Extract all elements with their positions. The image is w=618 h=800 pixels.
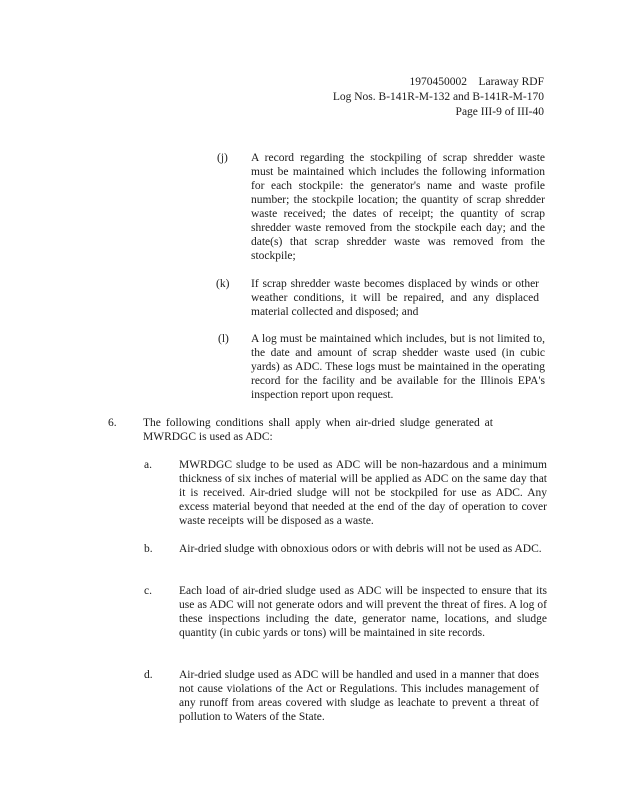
item-c-text: Each load of air-dried sludge used as ADC will be inspected to ensure that its use as ADC will not generate odors and will prevent the threat of fires. A log of these inspections including the date, generator name, locations, and sludge quantity (in cubic yards or tons) will be maintained in site records. bbox=[179, 585, 547, 639]
page-header bbox=[333, 75, 544, 120]
item-b-text: Air-dried sludge with obnoxious odors or with debris will not be used as ADC. bbox=[179, 543, 542, 555]
section-6-intro: The following conditions shall apply when air-dried sludge generated at MWRDGC is used as ADC: bbox=[143, 417, 493, 443]
item-a-text: MWRDGC sludge to be used as ADC will be non-hazardous and a minimum thickness of six inches of material will be applied as ADC on the same day that it is received. Air-dried sludge will not be stockpiled for use as ADC. Any excess material beyond that needed at the end of the day of operation to cover waste receipts will be disposed as a waste. bbox=[179, 459, 547, 527]
header-document-id: 1970450002 Laraway RDF bbox=[409, 76, 544, 88]
header-page-number: Page III-9 of III-40 bbox=[455, 106, 544, 118]
item-k-text: If scrap shredder waste becomes displaced by winds or other weather conditions, it will be repaired, and any displaced material collected and disposed; and bbox=[251, 278, 539, 318]
item-l-text: A log must be maintained which includes, but is not limited to, the date and amount of scrap shedder waste used (in cubic yards) as ADC. These logs must be maintained in the operating record for the facility and be available for the Illinois EPA's inspection report upon request. bbox=[251, 333, 545, 401]
item-j-marker: (j) bbox=[217, 152, 228, 164]
item-j-text: A record regarding the stockpiling of scrap shredder waste must be maintained which includes the following information for each stockpile: the generator's name and waste profile number; the stockpile location; the quantity of scrap shredder waste received; the dates of receipt; the quantity of scrap shredder waste removed from the stockpile each day; and the date(s) that scrap shredder waste was removed from the stockpile; bbox=[251, 152, 545, 262]
item-c-marker: c. bbox=[144, 585, 152, 597]
item-a-marker: a. bbox=[144, 459, 152, 471]
item-d-text: Air-dried sludge used as ADC will be handled and used in a manner that does not cause violations of the Act or Regulations. This includes management of any runoff from areas covered with sludge as leachate to prevent a threat of pollution to Waters of the State. bbox=[179, 669, 539, 723]
item-k-marker: (k) bbox=[216, 278, 230, 290]
item-d-marker: d. bbox=[144, 669, 153, 681]
header-log-numbers: Log Nos. B-141R-M-132 and B-141R-M-170 bbox=[332, 91, 544, 103]
item-l-marker: (l) bbox=[218, 333, 229, 345]
section-6-number: 6. bbox=[108, 417, 117, 429]
item-b-marker: b. bbox=[144, 543, 153, 555]
